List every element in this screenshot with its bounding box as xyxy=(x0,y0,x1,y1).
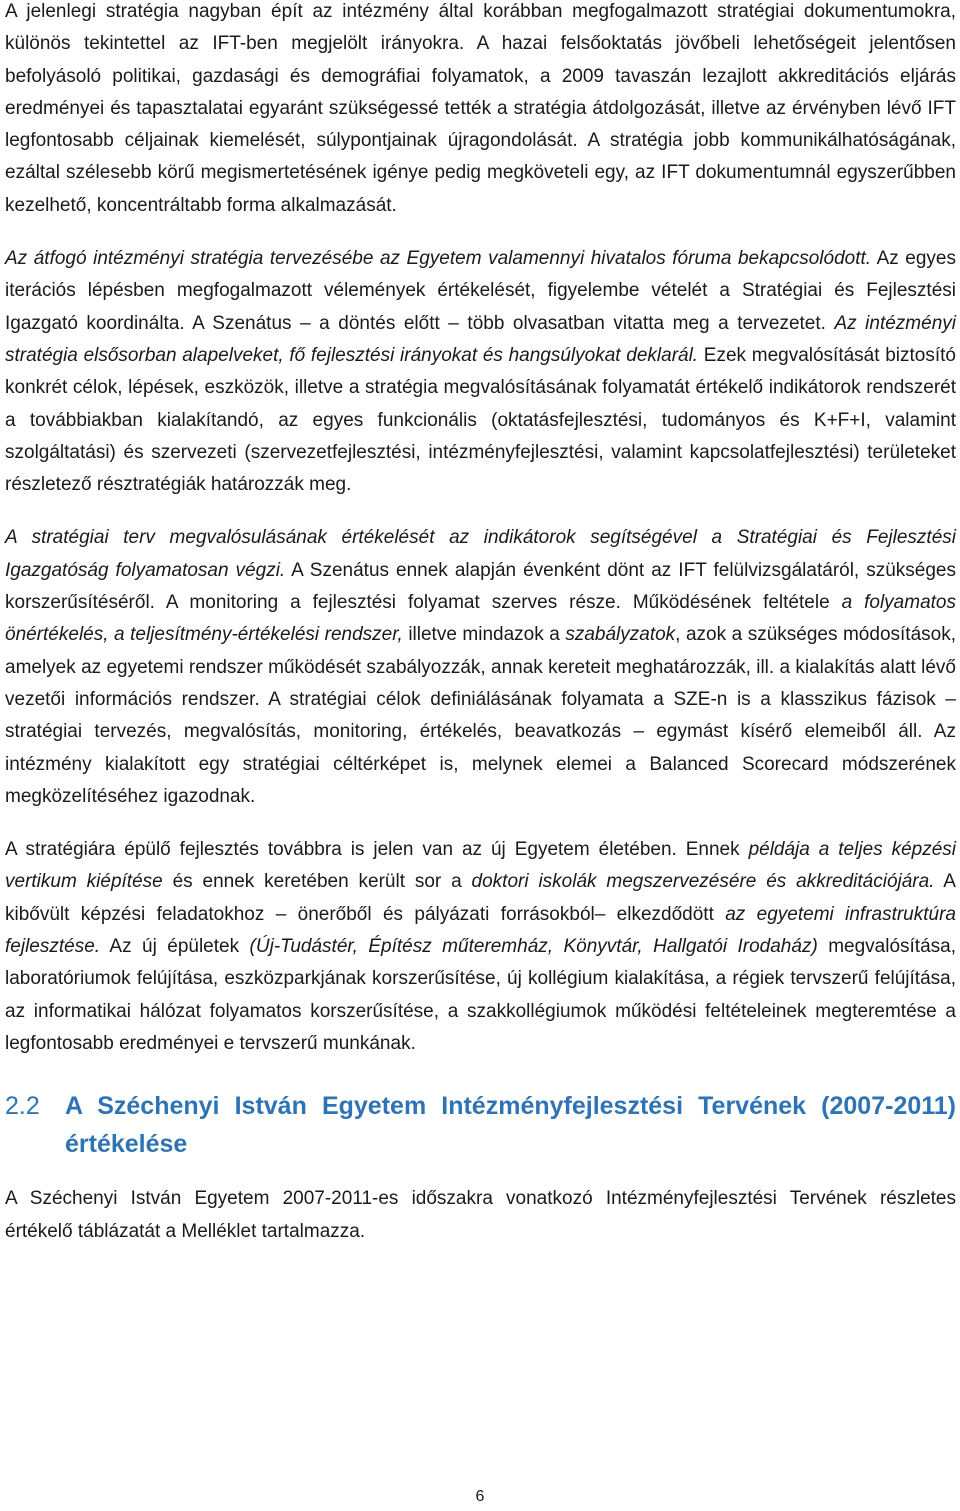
emphasized-text: a folyamatos önértékelés, a teljesítmény-értékelési rendszer, xyxy=(5,592,956,646)
emphasized-text: Az intézményi stratégia elsősorban alapelveket, fő fejlesztési irányokat és hangsúlyokat deklarál. xyxy=(5,312,956,366)
text-run: A stratégiára épülő fejlesztés továbbra is jelen van az új Egyetem életében. Ennek xyxy=(5,839,749,861)
emphasized-text: (Új-Tudástér, Építész műteremház, Könyvtár, Hallgatói Irodaház) xyxy=(249,936,818,958)
paragraph-strategy-intro xyxy=(5,0,956,222)
text-run: Ezek megvalósítását biztosító konkrét célok, lépések, eszközök, illetve a stratégia megvalósításának folyamatát értékelő indikátorok rendszerét a továbbiakban kialakítandó, az egyes funkcionális (oktatásfejlesztési, tudományos és K+F+I, valamint szolgáltatási) és szervezeti (szervezetfejlesztési, intézményfejlesztési, valamint kapcsolatfejlesztési) területeket részletező résztratégiák határozzák meg. xyxy=(5,344,956,496)
paragraph-strategy-evaluation xyxy=(5,522,956,813)
text-run: illetve mindazok a xyxy=(402,624,566,646)
text-run: és ennek keretében került sor a xyxy=(162,871,472,893)
page-number: 6 xyxy=(475,1488,485,1505)
emphasized-text: A stratégiai terv megvalósulásának értékelését az indikátorok segítségével a Stratégiai és Fejlesztési Igazgatóság folyamatosan végzi. xyxy=(5,527,956,581)
text-run: , azok a szükséges módosítások, amelyek az egyetemi rendszer működését szabályozzák, annak kereteit meghatározzák, ill. a kialakítás alatt lévő vezetői információs rendszer. A stratégiai célok definiálásának folyamata a SZE-n is a klasszikus fázisok – stratégiai tervezés, megvalósítás, monitoring, értékelés, beavatkozás – egymást kísérő elemeiből áll. Az intézmény kialakított egy stratégiai céltérképet is, melynek elemei a Balanced Scorecard módszerének megközelítéséhez igazodnak. xyxy=(5,624,956,807)
text-run: megvalósítása, laboratóriumok felújítása, eszközparkjának korszerűsítése, új kollégium kialakítása, a régiek tervszerű felújítása, az informatikai hálózat folyamatos korszerűsítése, a szakkollégiumok működési feltételeinek megteremtése a legfontosabb eredményei e tervszerű munkának. xyxy=(5,936,956,1054)
emphasized-text: szabályzatok xyxy=(565,624,676,646)
text-run: Az új épületek xyxy=(100,936,250,958)
document-page xyxy=(5,0,956,1248)
emphasized-text: doktori iskolák megszervezésére és akkreditációjára. xyxy=(471,871,935,893)
paragraph-strategy-planning xyxy=(5,243,956,501)
text-run: A Szenátus ennek alapján évenként dönt az IFT felülvizsgálatáról, szükséges korszerűsítéséről. A monitoring a fejlesztési folyamat szerves része. Működésének feltétele xyxy=(5,559,956,614)
text-run: Az egyes iterációs lépésben megfogalmazott vélemények értékelését, figyelembe vételét a Stratégiai és Fejlesztési Igazgató koordinálta. A Szenátus – a döntés előtt – több olvasatban vitatta meg a tervezetet. xyxy=(5,248,956,334)
section-heading xyxy=(5,1087,956,1163)
emphasized-text: Az átfogó intézményi stratégia tervezésébe az Egyetem valamennyi hivatalos fóruma bekapcsolódott. xyxy=(5,248,872,270)
text-run: A kibővült képzési feladatokhoz – önerőből és pályázati forrásokból– elkezdődött xyxy=(5,871,956,925)
section-title: A Széchenyi István Egyetem Intézményfejlesztési Tervének (2007-2011) értékelése xyxy=(65,1092,956,1159)
section-number: 2.2 xyxy=(5,1092,40,1121)
emphasized-text: az egyetemi infrastruktúra fejlesztése. xyxy=(5,903,956,958)
text-run: A jelenlegi stratégia nagyban épít az intézmény által korábban megfogalmazott stratégiai dokumentumokra, különös tekintettel az IFT-ben megjelölt irányokra. A hazai felsőoktatás jövőbeli lehetőségeit jelentősen befolyásoló politikai, gazdasági és demográfiai folyamatok, a 2009 tavaszán lezajlott akkreditációs eljárás eredményei és tapasztalatai egyaránt szükségessé tették a stratégia átdolgozását, illetve az érvényben lévő IFT legfontosabb céljainak kiemelését, súlypontjainak újragondolását. A stratégia jobb kommunikálhatóságának, ezáltal szélesebb körű megismertetésének igénye pedig megköveteli egy, az IFT dokumentumnál egyszerűbben kezelhető, koncentráltabb forma alkalmazását. xyxy=(5,1,956,216)
text-run: A Széchenyi István Egyetem 2007-2011-es időszakra vonatkozó Intézményfejlesztési Tervének részletes értékelő táblázatát a Melléklet tartalmazza. xyxy=(5,1188,956,1242)
emphasized-text: példája a teljes képzési vertikum kiépítése xyxy=(5,839,956,893)
paragraph-annex-reference xyxy=(5,1183,956,1248)
paragraph-development xyxy=(5,834,956,1060)
